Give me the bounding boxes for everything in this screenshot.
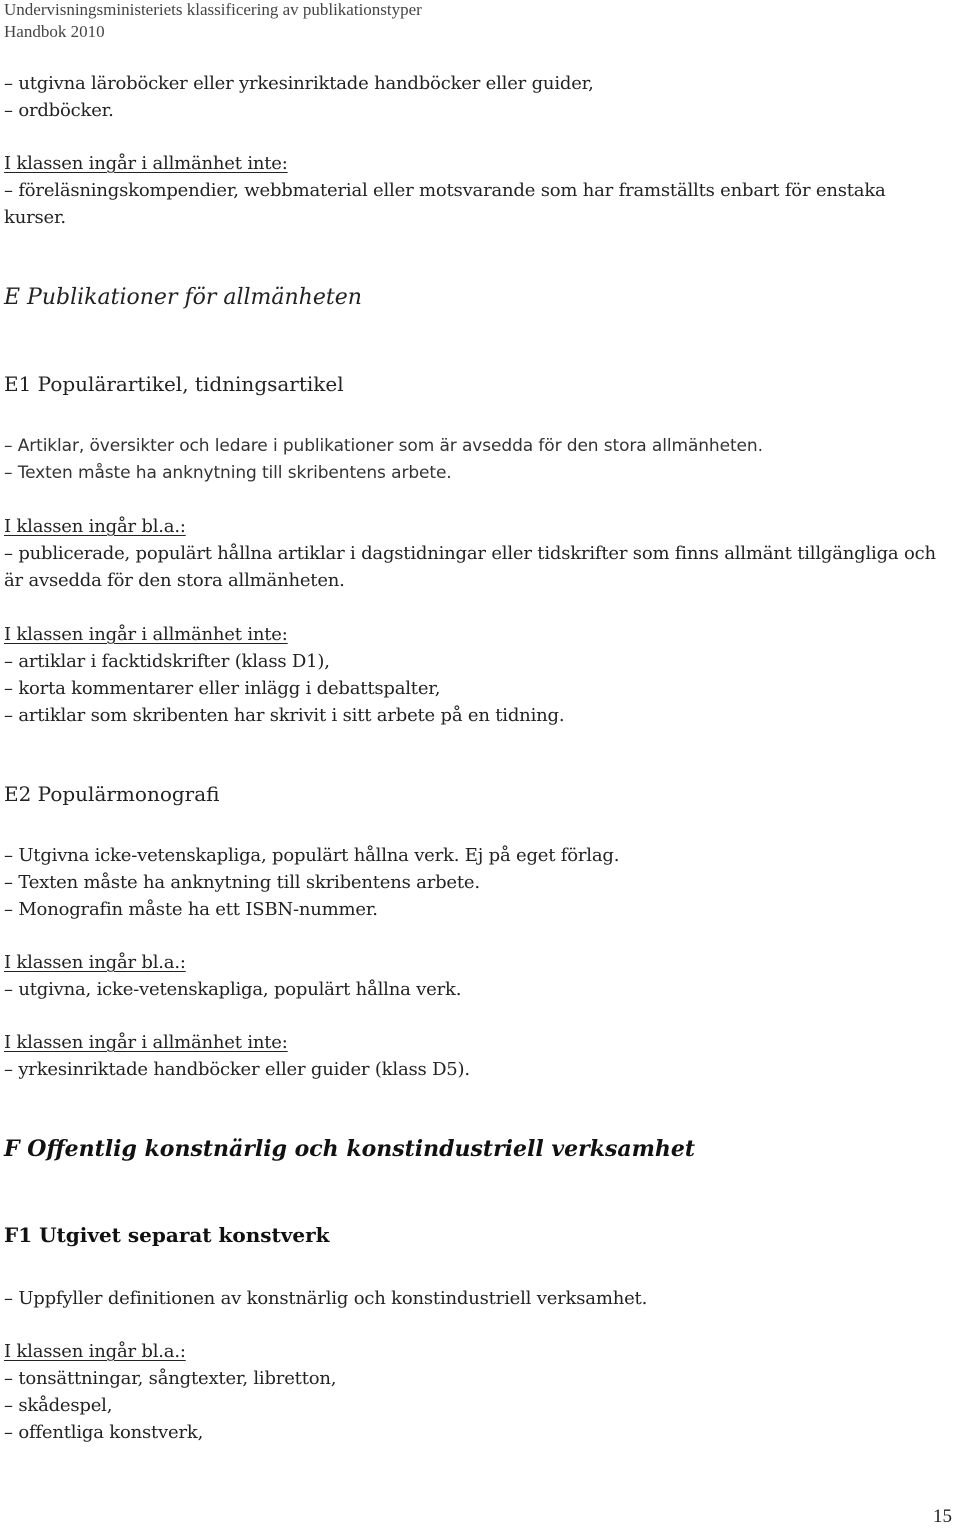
- inclusion-label: I klassen ingår bl.a.:: [4, 952, 186, 973]
- list-item: – artiklar som skribenten har skrivit i sitt arbete på en tidning.: [4, 705, 565, 726]
- running-header-title: Undervisningsministeriets klassificering av publikationstyper: [4, 0, 422, 19]
- description-line: – Texten måste ha anknytning till skribentens arbete.: [4, 463, 452, 483]
- inclusion-label: I klassen ingår bl.a.:: [4, 516, 186, 537]
- section-heading-f: F Offentlig konstnärlig och konstindustriell verksamhet: [4, 1136, 696, 1162]
- subsection-heading-f1: F1 Utgivet separat konstverk: [4, 1223, 330, 1247]
- description-line: – Texten måste ha anknytning till skribentens arbete.: [4, 872, 480, 893]
- exclusion-label: I klassen ingår i allmänhet inte:: [4, 153, 288, 174]
- subsection-heading-e1: E1 Populärartikel, tidningsartikel: [4, 372, 344, 396]
- list-item: – ordböcker.: [4, 100, 114, 121]
- description-line: – Artiklar, översikter och ledare i publikationer som är avsedda för den stora allmänheten.: [4, 436, 763, 456]
- list-item: – artiklar i facktidskrifter (klass D1),: [4, 651, 330, 672]
- list-item: – utgivna läroböcker eller yrkesinriktade handböcker eller guider,: [4, 73, 594, 94]
- list-item: – offentliga konstverk,: [4, 1422, 204, 1443]
- list-item: – korta kommentarer eller inlägg i debattspalter,: [4, 678, 441, 699]
- list-item: – tonsättningar, sångtexter, libretton,: [4, 1368, 337, 1389]
- subsection-heading-e2: E2 Populärmonografi: [4, 782, 220, 806]
- list-item: – publicerade, populärt hållna artiklar i dagstidningar eller tidskrifter som finns allmänt tillgängliga och är avsedda för den stora allmänheten.: [4, 543, 936, 591]
- list-item: – föreläsningskompendier, webbmaterial eller motsvarande som har framställts enbart för enstaka kurser.: [4, 180, 886, 228]
- running-header-subtitle: Handbok 2010: [4, 22, 105, 41]
- description-line: – Utgivna icke-vetenskapliga, populärt hållna verk. Ej på eget förlag.: [4, 845, 620, 866]
- list-item: – yrkesinriktade handböcker eller guider (klass D5).: [4, 1059, 470, 1080]
- exclusion-label: I klassen ingår i allmänhet inte:: [4, 1032, 288, 1053]
- exclusion-label: I klassen ingår i allmänhet inte:: [4, 624, 288, 645]
- inclusion-label: I klassen ingår bl.a.:: [4, 1341, 186, 1362]
- list-item: – skådespel,: [4, 1395, 113, 1416]
- page-number: 15: [933, 1506, 952, 1527]
- description-line: – Uppfyller definitionen av konstnärlig och konstindustriell verksamhet.: [4, 1288, 648, 1309]
- description-line: – Monografin måste ha ett ISBN-nummer.: [4, 899, 378, 920]
- section-heading-e: E Publikationer för allmänheten: [4, 285, 362, 310]
- list-item: – utgivna, icke-vetenskapliga, populärt hållna verk.: [4, 979, 462, 1000]
